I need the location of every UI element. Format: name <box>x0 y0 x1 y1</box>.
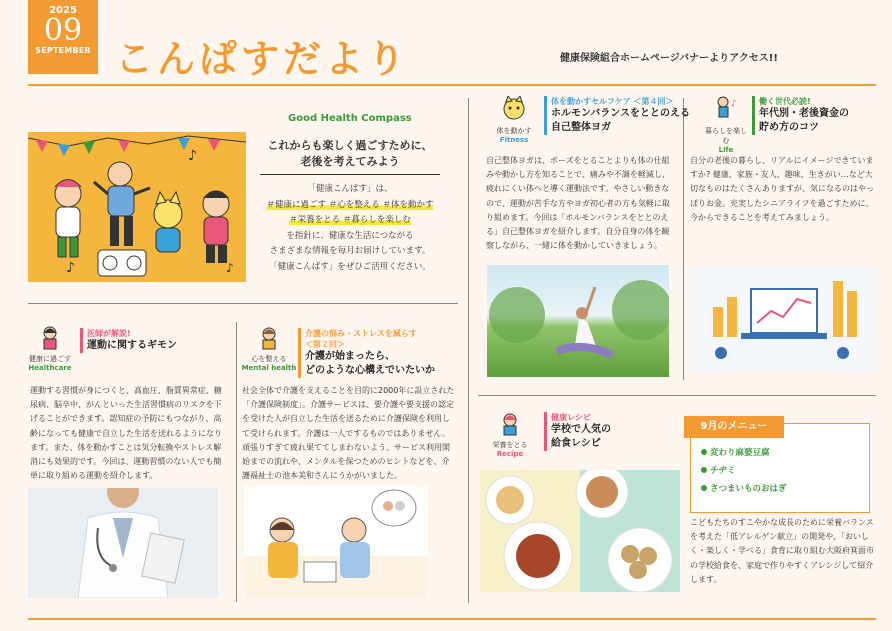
yoga-photo <box>487 265 669 377</box>
mental-badge-caption: 心を整える <box>251 355 287 363</box>
life-body: 自分の老後の暮らし、リアルにイメージできていますか? 健康、家族・友人、趣味、生きがい…など大切なものはたくさんありますが、気になるのはやっぱりお金。充実したシニアライフを過ごすために、今からできることを考えてみましょう。 <box>690 156 874 222</box>
hero-body-line4: 「健康こんぱす」をぜひご活用ください。 <box>269 261 431 272</box>
life-category: 働く世代必読! <box>759 97 811 106</box>
column-divider-right <box>683 98 684 380</box>
column-divider <box>468 98 469 603</box>
healthcare-category: 医師が解説! <box>87 329 131 338</box>
recipe-badge <box>486 412 534 458</box>
row-divider-right <box>478 395 876 396</box>
hero-heading-line1: これからも楽しく過ごすために、 <box>267 139 433 152</box>
recipe-body: こどもたちのすこやかな成長のために栄養バランスを考えた「低アレルゲン献立」の開発や、「おいしく・楽しく・学べる」食育に取り組む大阪府箕面市の学校給食を、家庭で作りやすくアレンジして紹介します。 <box>690 518 874 584</box>
life-person-icon <box>711 96 741 122</box>
life-title-line1: 年代別・老後資金の <box>759 108 849 119</box>
issue-month-name: SEPTEMBER <box>35 46 91 55</box>
healthcare-heading <box>80 328 177 353</box>
life-badge <box>702 96 750 154</box>
healthcare-badge <box>28 326 72 372</box>
recipe-heading <box>544 412 611 451</box>
hero-body-line1: 「健康こんぱす」は、 <box>307 184 393 194</box>
hero-label: Good Health Compass <box>288 113 412 124</box>
doctor-photo <box>28 488 218 598</box>
fitness-badge-en: Fitness <box>499 136 529 144</box>
hero-tags-line1: ＃健康に過ごす ＃心を整える ＃体を動かす <box>266 199 434 210</box>
menu-item-label: さつまいものおはぎ <box>710 484 787 494</box>
fitness-body: 自己整体ヨガは、ポーズをとることよりも体の仕組みや動かし方を知ることで、痛みや不調を軽減し、疲れにくい体へと導く運動法です。やさしい動きなので、運動が苦手な方やヨガ初心者の方も気軽に取り組めます。今回は「ホルモンバランスをととのえる」自己整体ヨガを紹介します。自分自身の体を観察しながら、一緒に体を動かしていきましょう。 <box>486 156 670 251</box>
svg-text:♪: ♪ <box>226 261 234 275</box>
svg-text:♪: ♪ <box>731 99 737 109</box>
menu-list <box>701 446 787 494</box>
hero-body-line3: さまざまな情報を毎月お届けしています。 <box>269 246 431 256</box>
mental-body: 社会全体で介護を支えることを目的に2000年に設立された「介護保険制度」。介護サービスは、要介護や要支援の認定を受けた人が自立した生活を送るために介護保険を利用して受けられます。介護は一人でするものではありません。頑張りすぎて疲れ果ててしまわないよう、サービス利用開始までの流れや、メンタルを保つためのヒントなどを、介護福祉士の池本美和さんにうかがいました。 <box>242 386 455 481</box>
recipe-photo <box>480 470 680 592</box>
row-divider-left <box>28 303 458 304</box>
access-note: 健康保険組合ホームページバナーよりアクセス!! <box>560 53 778 64</box>
healthcare-badge-en: Healthcare <box>28 364 72 372</box>
column-divider-left <box>236 322 237 602</box>
menu-item <box>701 482 787 494</box>
hero-body-line2: を指針に、健康な生活につながる <box>286 230 414 241</box>
hero-body <box>250 182 450 275</box>
healthcare-body: 運動する習慣が身につくと、高血圧、脂質異常症、糖尿病、脳卒中、がんといった生活習慣病のリスクを下げることができます。認知症の予防にもつながり、高齢になっても健康で自立した生活を送れるようになります。また、体を動かすことは気分転換やストレス解消にも効果的です。今回は、運動習慣のない人でも簡単に取り組める運動を紹介します。 <box>30 386 222 481</box>
recipe-title-line1: 学校で人気の <box>551 424 611 435</box>
care-illustration <box>244 486 428 598</box>
recipe-person-icon <box>495 412 525 436</box>
fitness-heading <box>544 96 690 135</box>
hero-heading <box>260 138 440 175</box>
mental-category-line2: ＜第２回＞ <box>305 340 345 349</box>
healthcare-title: 運動に関するギモン <box>87 340 177 351</box>
recipe-title-line2: 給食レシピ <box>551 438 601 449</box>
hero-tags-line2: ＃栄養をとる ＃暮らしを楽しむ <box>289 215 411 225</box>
life-title-line2: 貯め方のコツ <box>759 122 819 133</box>
hero-heading-line2: 老後を考えてみよう <box>300 155 400 168</box>
menu-item-label: チヂミ <box>710 466 736 476</box>
hero-illustration <box>28 132 246 282</box>
fitness-title-line1: ホルモンバランスをととのえる <box>551 108 690 119</box>
menu-item <box>701 446 787 458</box>
life-heading <box>752 96 849 135</box>
mental-heading <box>298 328 435 378</box>
healthcare-badge-caption: 健康に過ごす <box>29 355 71 363</box>
finance-illustration <box>693 267 873 371</box>
mental-category-line1: 介護の悩み・ストレスを減らす <box>305 329 417 338</box>
menu-item <box>701 464 787 476</box>
menu-item-label: 変わり麻婆豆腐 <box>710 448 770 458</box>
menu-title: 9月のメニュー <box>684 416 784 438</box>
issue-month: 09 <box>43 13 83 48</box>
mental-badge <box>240 326 298 372</box>
recipe-category: 健康レシピ <box>551 413 591 422</box>
fitness-title-line2: 自己整体ヨガ <box>551 122 611 133</box>
recipe-badge-en: Recipe <box>496 450 524 458</box>
fitness-category: 体を動かすセルフケア ＜第４回＞ <box>551 97 674 106</box>
footer-divider <box>28 618 876 620</box>
healthcare-person-icon <box>35 326 65 350</box>
fitness-badge-caption: 体を動かす <box>496 127 532 135</box>
issue-year: 2025 <box>49 5 77 16</box>
mental-badge-en: Mental health <box>241 364 297 372</box>
recipe-badge-caption: 栄養をとる <box>492 441 528 449</box>
mental-title-line2: どのような心構えでいたいか <box>305 365 435 376</box>
mental-person-icon <box>254 326 284 350</box>
newsletter-title: こんぱすだより <box>115 37 410 81</box>
life-badge-en: Life <box>718 146 734 154</box>
svg-text:♪: ♪ <box>66 260 75 276</box>
life-badge-caption: 暮らしを楽しむ <box>705 127 747 145</box>
svg-text:♪: ♪ <box>188 148 197 164</box>
fitness-badge <box>490 96 538 144</box>
fitness-mascot-icon <box>499 96 529 122</box>
issue-date-box <box>28 0 98 74</box>
header-divider <box>28 84 876 86</box>
mental-title-line1: 介護が始まったら、 <box>305 351 395 362</box>
